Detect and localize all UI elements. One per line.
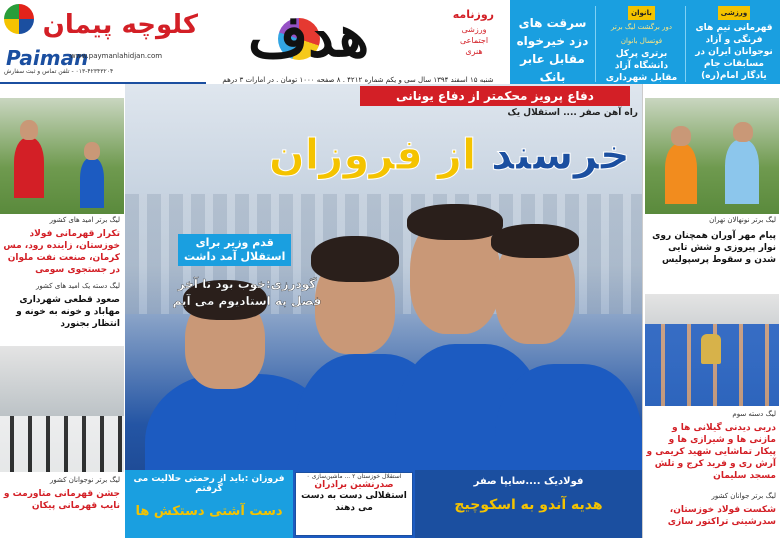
story-photo[interactable] [645,294,779,406]
story-sub: لیگ برتر نونهالان تهران [709,216,776,224]
bottom-story-middle[interactable] [295,472,413,536]
story-sub: لیگ برتر جوانان کشور [711,492,776,500]
headline-part: خرسند [490,130,630,179]
bottom-line: استقلالی دست به دست می دهند [301,491,407,513]
player-figure [80,158,104,208]
player-figure [733,122,753,142]
sub-story-line: قدم وزیر برای [195,236,274,249]
logo-title: هدف [248,2,370,70]
teaser-title: قهرمانی تیم های فرنگی و آزاد نوجوانان ایران در مسابقات جام یادگار امام(ره) [695,23,773,81]
story-sub: لیگ برتر نوجوانان کشور [49,476,120,484]
player-figure [20,120,38,140]
bottom-story-left[interactable] [125,470,293,538]
team-group [0,416,124,472]
player-figure [725,140,759,204]
teaser-kicker: دور برگشت لیگ برتر فوتسال بانوان [611,23,672,45]
teaser-futsal[interactable] [598,6,686,82]
right-column [642,84,780,538]
player-figure [311,236,399,282]
logo-daily-line: ورزشی اجتماعی هنری [459,25,489,56]
logo-label: روزنامه [452,8,494,21]
teaser-strip [510,0,780,84]
player-figure [491,224,579,258]
story-sub: لیگ دسته یک امید های کشور [35,282,120,290]
player-figure [84,142,100,160]
story-photo[interactable] [645,98,779,214]
left-column [0,84,124,538]
bottom-main: دست آشتی دستکش ها [135,504,283,519]
brand-wheel-icon [4,4,34,34]
bottom-main: هدیه آندو به اسکوچیچ [454,497,603,513]
story-sub: لیگ دسته سوم [732,410,776,418]
teaser-tag: بانوان [628,6,655,20]
story-headline[interactable]: شکست فولاد خوزستان، سدرشینی تراکتور سازی [667,505,776,527]
masthead [0,0,780,84]
newspaper-logo [208,0,508,84]
side-publication-latin: Paiman [6,46,89,70]
teaser-title: سرقت های دزد خیرخواه مقابل عابر بانک [516,16,589,84]
teaser-tag: ورزشی [718,6,750,20]
player-figure [407,204,503,240]
main-headline[interactable] [269,130,630,179]
teaser-title: برتری پرکل دانشگاه آزاد مقابل شهرداری [605,49,678,83]
story-headline[interactable]: صعود قطعی شهرداری مهاباد و خونه به خونه و انتظار بجنورد [16,295,120,329]
main-kicker[interactable]: دفاع پرویز محکمتر از دفاع یونانی [360,86,630,106]
bottom-headlines [125,470,642,538]
side-publication-name: کلوچه پیمان [42,10,198,40]
main-overline: راه آهن صفر .... استقلال یک [507,108,638,118]
bottom-line: صدرنشین برادران [314,480,394,490]
story-headline[interactable]: تکرار قهرمانی فولاد خوزستان، زاینده رود، مس کرمان، صنعت نفت ملوان در جستجوی سومی [3,229,120,275]
sub-story-line: استقلال آمد داشت [184,250,286,263]
story-sub: لیگ برتر امید های کشور [49,216,120,224]
side-publication-phone: ۰۱۳-۴۲۳۴۳۲۰۴ - تلفن تماس و ثبت سفارش [4,68,114,75]
main-quote: گودرزی:خوب بود تا آخر فصل به استادیوم می آیم [172,277,322,308]
bottom-story-right[interactable] [415,470,642,538]
headline-part: از [437,130,477,179]
teaser-wrestling[interactable] [688,6,780,82]
story-photo[interactable] [0,346,124,472]
trophy-icon [701,334,721,364]
side-publication-ad[interactable] [0,0,206,84]
bottom-tag: استقلال خوزستان ۲ ... ماشین‌سازی ۰ [306,473,402,480]
bottom-sub: فولادیک ....سایپا صفر [473,476,584,487]
side-publication-url[interactable]: www.paymanlahidjan.com [70,52,163,60]
story-headline[interactable]: دربی دیدنی گیلانی ها و مازنی ها و شیرازی ها و پیکار تماشایی شهید کریمی و آرش ری و فرید کرج و تلش مسجد سلیمان [646,423,776,481]
teaser-robbery[interactable] [510,6,596,82]
bottom-sub: فروزان :باید از رحمتی حلالیت می گرفتم [133,474,285,494]
story-headline[interactable]: جشن قهرمانی متاورمت و نایب قهرمانی پیکان [3,489,120,511]
story-photo[interactable] [0,98,124,214]
issue-line: شنبه ۱۵ اسفند ۱۳۹۴ سال سی و یکم شماره ۴۲۱۲ . ۸ صفحه ۱۰۰۰ تومان . در امارات ۳ درهم [222,76,494,84]
player-figure [14,138,44,198]
player-figure [665,144,697,204]
headline-part: فروزان [268,130,424,179]
player-figure [671,126,691,146]
story-headline[interactable]: پیام مهر آوران همچنان روی نوار پیروزی و شش تایی شدن و سقوط پرسپولیس [652,231,776,265]
sub-story-box[interactable] [178,234,291,266]
